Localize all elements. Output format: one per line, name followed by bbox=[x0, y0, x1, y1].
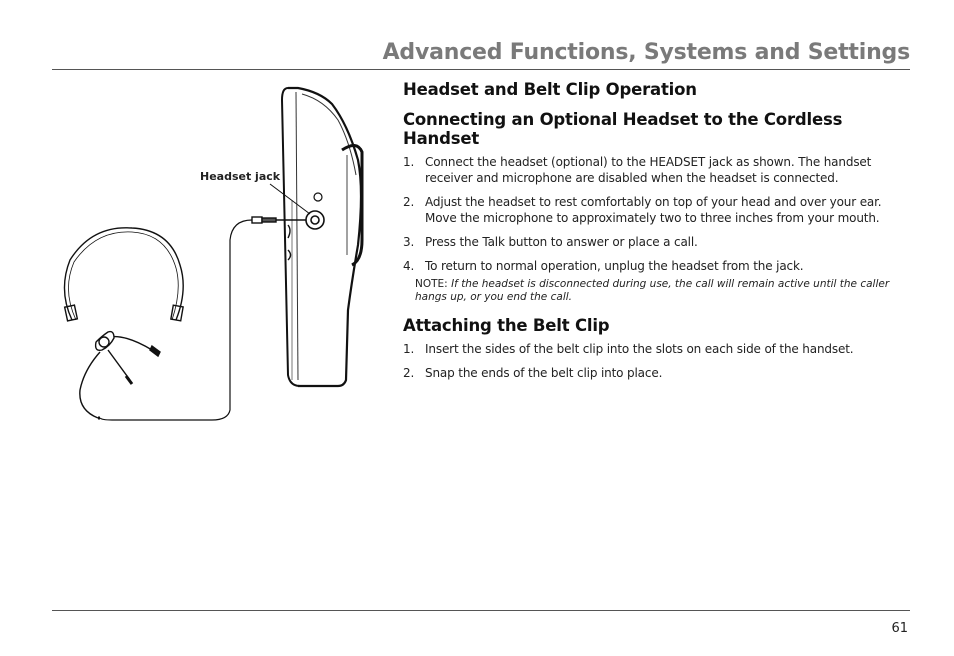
headset-illustration bbox=[52, 80, 382, 430]
step-number: 1. bbox=[403, 155, 415, 169]
list-item bbox=[403, 234, 903, 250]
step-text: Snap the ends of the belt clip into place. bbox=[425, 366, 663, 380]
headset-jack-label: Headset jack bbox=[200, 170, 281, 183]
section-subheading: Connecting an Optional Headset to the Cordless Handset bbox=[403, 110, 843, 148]
section-heading: Headset and Belt Clip Operation bbox=[403, 80, 697, 99]
list-item bbox=[403, 365, 903, 381]
step-text: Insert the sides of the belt clip into the slots on each side of the handset. bbox=[425, 342, 854, 356]
step-text-before: Press the bbox=[425, 235, 483, 249]
page-title: Advanced Functions, Systems and Settings bbox=[382, 40, 910, 65]
note-label: NOTE: bbox=[415, 278, 448, 290]
belt-clip-heading: Attaching the Belt Clip bbox=[403, 316, 610, 335]
note bbox=[403, 278, 903, 304]
step-number: 3. bbox=[403, 235, 415, 249]
step-number: 1. bbox=[403, 342, 415, 356]
list-item bbox=[403, 341, 903, 357]
headphone-plug-icon bbox=[252, 217, 306, 223]
header-rule bbox=[52, 69, 910, 70]
list-item bbox=[403, 258, 903, 274]
step-text: Adjust the headset to rest comfortably on top of your head and over your ear. Move the microphone to approximately two to three inches from your mouth. bbox=[425, 195, 882, 225]
label-leader-line bbox=[270, 184, 310, 214]
headset-steps-list bbox=[403, 154, 903, 274]
belt-clip-steps-list bbox=[403, 341, 903, 381]
talk-button-name: Talk bbox=[482, 235, 505, 249]
headset-icon bbox=[64, 228, 183, 418]
page-number: 61 bbox=[891, 621, 908, 636]
step-text: Connect the headset (optional) to the HEADSET jack as shown. The handset receiver and microphone are disabled when the headset is connected. bbox=[425, 155, 872, 185]
handset-icon bbox=[282, 88, 362, 386]
instructions bbox=[403, 80, 903, 389]
list-item bbox=[403, 154, 903, 186]
step-text-after: button to answer or place a call. bbox=[504, 235, 698, 249]
note-text: If the headset is disconnected during use, the call will remain active until the caller hangs up, or you end the call. bbox=[415, 278, 890, 303]
list-item bbox=[403, 194, 903, 226]
footer-rule bbox=[52, 610, 910, 611]
step-number: 2. bbox=[403, 366, 415, 380]
step-number: 2. bbox=[403, 195, 415, 209]
step-number: 4. bbox=[403, 259, 415, 273]
step-text: To return to normal operation, unplug the headset from the jack. bbox=[425, 259, 804, 273]
handset-headset-drawing bbox=[52, 80, 382, 430]
